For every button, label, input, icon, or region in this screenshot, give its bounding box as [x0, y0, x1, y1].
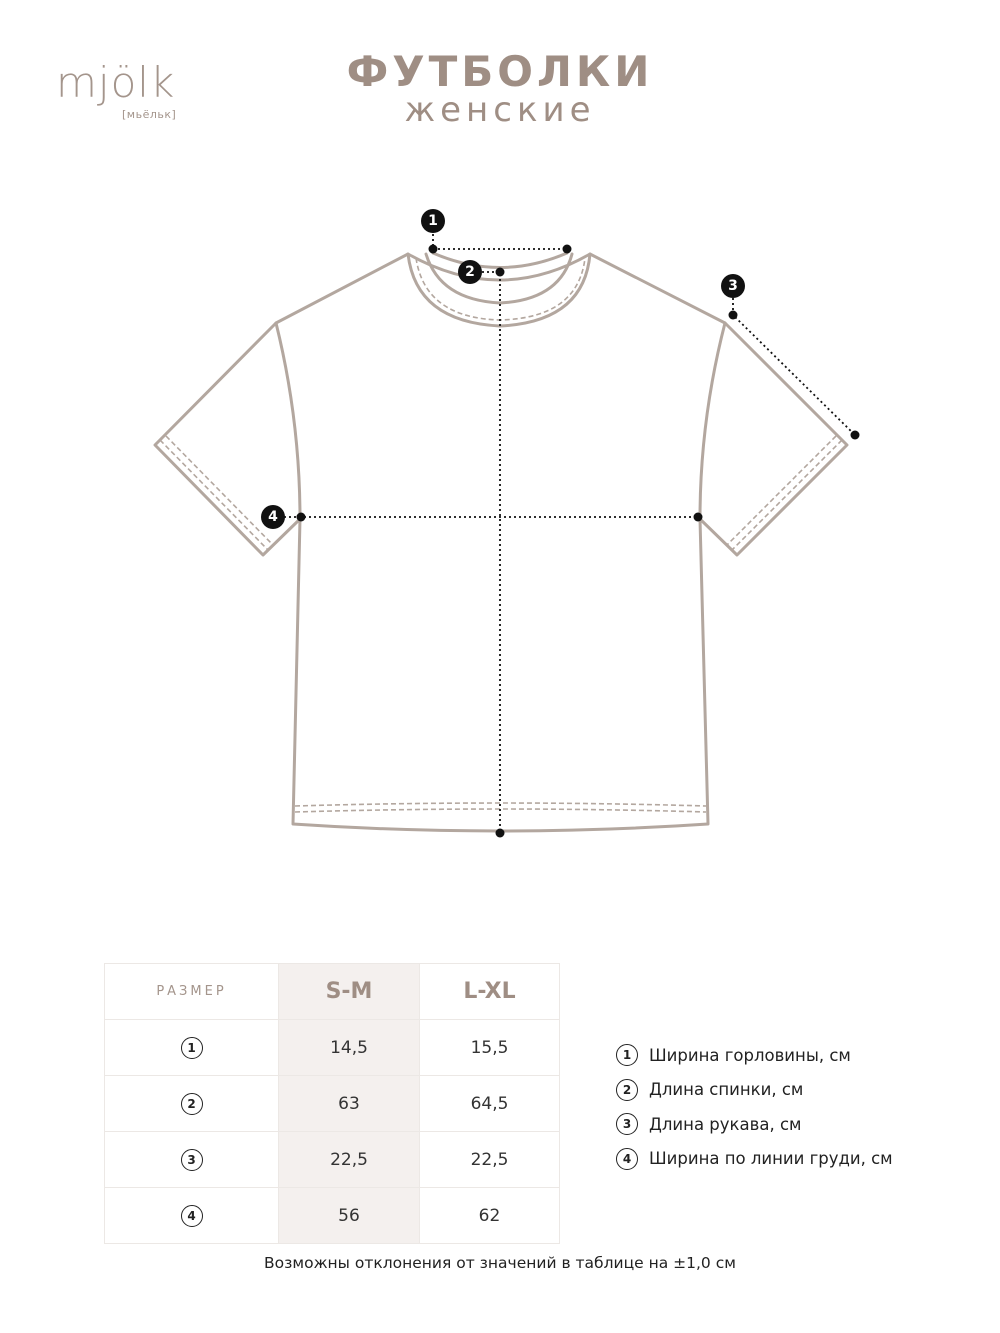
measure-point: [729, 311, 738, 320]
legend-text: Длина рукава, см: [649, 1114, 802, 1134]
measure-point: [694, 513, 703, 522]
measure-point: [297, 513, 306, 522]
legend-item: [616, 1038, 893, 1073]
marker-1: 1: [421, 209, 445, 233]
row-id-cell: [105, 1188, 279, 1244]
row-id-cell: [105, 1020, 279, 1076]
size-table: [104, 963, 560, 1244]
legend-item: [616, 1142, 893, 1177]
table-row: [105, 1020, 560, 1076]
size-header-sm: S-M: [279, 964, 420, 1020]
legend-text: Ширина горловины, см: [649, 1045, 851, 1065]
legend-number: 3: [616, 1113, 638, 1135]
left-sleeve-stitch-2: [166, 436, 274, 546]
value-lxl: 62: [420, 1188, 560, 1244]
table-row: [105, 1132, 560, 1188]
size-header-label: РАЗМЕР: [105, 964, 279, 1020]
measure-point: [496, 268, 505, 277]
tolerance-note: Возможны отклонения от значений в таблице на ±1,0 см: [264, 1254, 736, 1272]
row-number: 1: [181, 1037, 203, 1059]
measure-line-1: [433, 234, 567, 249]
row-number: 4: [181, 1205, 203, 1227]
row-number: 2: [181, 1093, 203, 1115]
value-sm: 56: [279, 1188, 420, 1244]
size-header-lxl: L-XL: [420, 964, 560, 1020]
page-title: ФУТБОЛКИ: [346, 47, 654, 96]
left-sleeve-stitch-1: [160, 440, 268, 550]
right-armhole-seam: [700, 323, 725, 519]
collar-back: [433, 253, 567, 268]
measure-line-2: [482, 272, 500, 833]
measure-point: [851, 431, 860, 440]
legend-number: 2: [616, 1079, 638, 1101]
value-lxl: 22,5: [420, 1132, 560, 1188]
legend-number: 4: [616, 1148, 638, 1170]
measurement-legend: [616, 1038, 893, 1176]
marker-2: 2: [458, 260, 482, 284]
value-lxl: 15,5: [420, 1020, 560, 1076]
legend-item: [616, 1107, 893, 1142]
tshirt-outline: [155, 254, 847, 831]
measure-point: [496, 829, 505, 838]
collar-outer: [408, 254, 590, 326]
left-armhole-seam: [276, 323, 300, 519]
legend-item: [616, 1073, 893, 1108]
right-sleeve-stitch-2: [726, 436, 836, 546]
value-sm: 14,5: [279, 1020, 420, 1076]
table-row: [105, 1076, 560, 1132]
page-subtitle: женские: [404, 90, 596, 130]
row-number: 3: [181, 1149, 203, 1171]
table-row: [105, 1188, 560, 1244]
value-lxl: 64,5: [420, 1076, 560, 1132]
value-sm: 22,5: [279, 1132, 420, 1188]
logo-text: mjölk: [56, 58, 176, 107]
marker-4: 4: [261, 505, 285, 529]
logo-subtext: [мьёльк]: [122, 108, 177, 121]
measure-point: [563, 245, 572, 254]
size-table-header: [105, 964, 560, 1020]
row-id-cell: [105, 1132, 279, 1188]
measure-point: [429, 245, 438, 254]
legend-text: Длина спинки, см: [649, 1080, 804, 1100]
right-sleeve-stitch-1: [732, 440, 842, 550]
value-sm: 63: [279, 1076, 420, 1132]
legend-text: Ширина по линии груди, см: [649, 1149, 893, 1169]
row-id-cell: [105, 1076, 279, 1132]
legend-number: 1: [616, 1044, 638, 1066]
measure-line-3: [733, 298, 855, 435]
marker-3: 3: [721, 274, 745, 298]
